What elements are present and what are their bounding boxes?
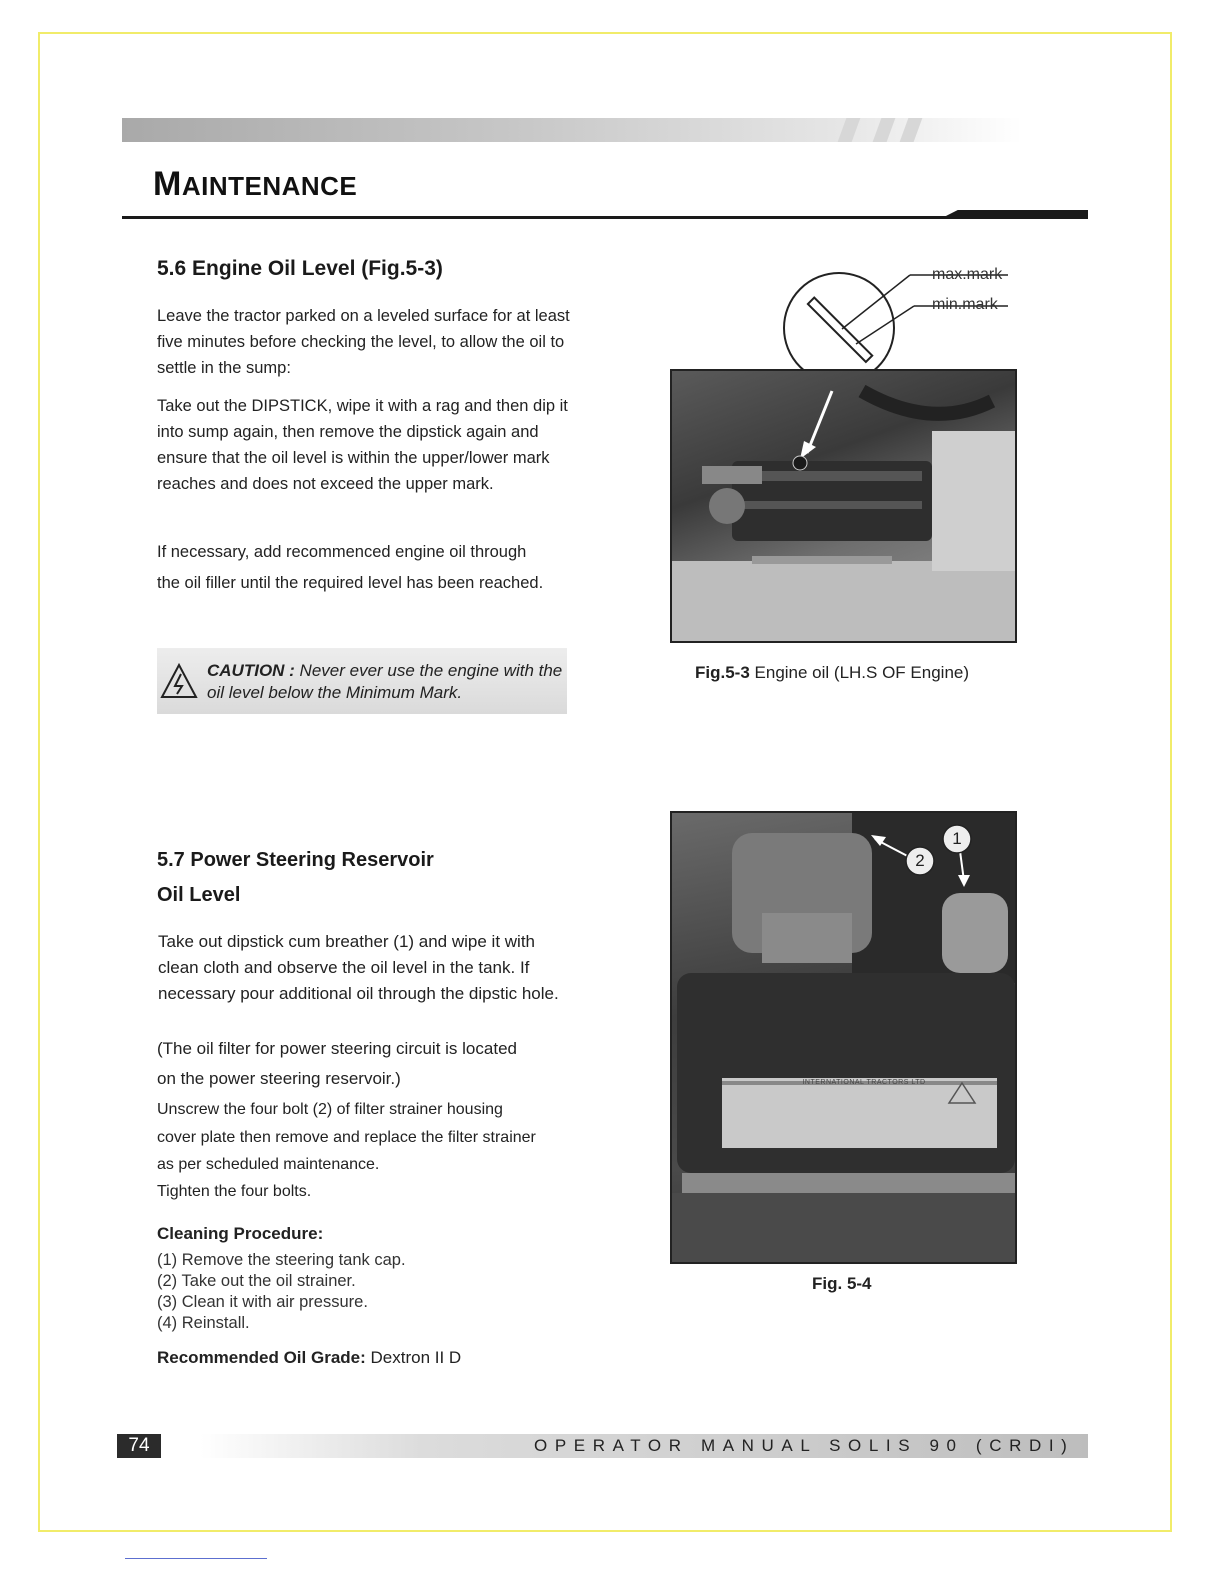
footer-link-underline <box>125 1558 267 1559</box>
cleaning-steps-list <box>157 1250 406 1334</box>
reservoir-photo-art <box>672 813 1015 1262</box>
header-rule-tab <box>940 210 1088 219</box>
cleaning-step: (1) Remove the steering tank cap. <box>157 1251 406 1269</box>
section-5-6-title: 5.6 Engine Oil Level (Fig.5-3) <box>157 257 443 280</box>
fig-5-3-label: Fig.5-3 <box>695 663 750 682</box>
recommended-oil-grade <box>157 1348 461 1368</box>
cleaning-procedure-title: Cleaning Procedure: <box>157 1224 324 1243</box>
caution-message: Never ever use the engine with the oil level below the Minimum Mark. <box>207 661 563 702</box>
warning-triangle-icon <box>159 662 199 700</box>
min-mark-label: min.mark <box>932 296 998 313</box>
caution-text <box>207 660 563 704</box>
header-decor-bar <box>122 118 1022 142</box>
footer-manual-title: OPERATOR MANUAL SOLIS 90 (CRDI) <box>534 1436 1075 1455</box>
page-number: 74 <box>117 1434 161 1458</box>
engine-oil-photo <box>670 369 1017 643</box>
section-5-7-para2-line2: on the power steering reservoir.) <box>157 1069 401 1088</box>
section-5-7-title-line2: Oil Level <box>157 884 241 906</box>
fig-5-4-caption: Fig. 5-4 <box>812 1274 872 1293</box>
page-title-cap: M <box>153 165 182 203</box>
max-mark-label: max.mark <box>932 266 1003 283</box>
oil-grade-label: Recommended Oil Grade: <box>157 1348 366 1367</box>
cleaning-step: (3) Clean it with air pressure. <box>157 1293 368 1311</box>
section-5-6-para3-line1: If necessary, add recommenced engine oil through <box>157 543 527 561</box>
section-5-6-para3-line2: the oil filler until the required level has been reached. <box>157 574 544 592</box>
page-title-rest: AINTENANCE <box>181 171 358 201</box>
section-5-6-para2: Take out the DIPSTICK, wipe it with a rag and then dip it into sump again, then remove the dipstick again and ensure that the oil level is within the upper/lower mark reaches and does not exceed the upper mark. <box>157 397 568 493</box>
caution-box <box>157 648 567 714</box>
section-5-7-para2-line1: (The oil filter for power steering circuit is located <box>157 1039 517 1058</box>
oil-grade-value: Dextron II D <box>365 1348 462 1367</box>
caution-label: CAUTION : <box>207 661 295 680</box>
section-5-6-para1: Leave the tractor parked on a leveled surface for at least five minutes before checking the level, to allow the oil to settle in the sump: <box>157 307 570 377</box>
section-5-7-para3-line2: cover plate then remove and replace the filter strainer <box>157 1129 536 1146</box>
power-steering-reservoir-photo <box>670 811 1017 1264</box>
fig-5-3-description: Engine oil (LH.S OF Engine) <box>749 663 970 682</box>
reservoir-nameplate: INTERNATIONAL TRACTORS LTD <box>802 1079 926 1086</box>
page-title <box>153 165 357 204</box>
section-5-7-para3-line1: Unscrew the four bolt (2) of filter strainer housing <box>157 1101 503 1118</box>
cleaning-step: (4) Reinstall. <box>157 1314 250 1332</box>
section-5-7-para3-line4: Tighten the four bolts. <box>157 1183 312 1200</box>
section-5-7-title-line1: 5.7 Power Steering Reservoir <box>157 849 434 871</box>
callout-2: 2 <box>915 851 925 870</box>
callout-1: 1 <box>952 829 962 848</box>
cleaning-step: (2) Take out the oil strainer. <box>157 1272 356 1290</box>
fig-5-3-caption <box>695 663 969 683</box>
section-5-7-para1: Take out dipstick cum breather (1) and wipe it with clean cloth and observe the oil level in the tank. If necessary pour additional oil through the dipstic hole. <box>158 932 559 1003</box>
section-5-7-para3-line3: as per scheduled maintenance. <box>157 1156 380 1173</box>
engine-oil-photo-art <box>672 371 1015 641</box>
